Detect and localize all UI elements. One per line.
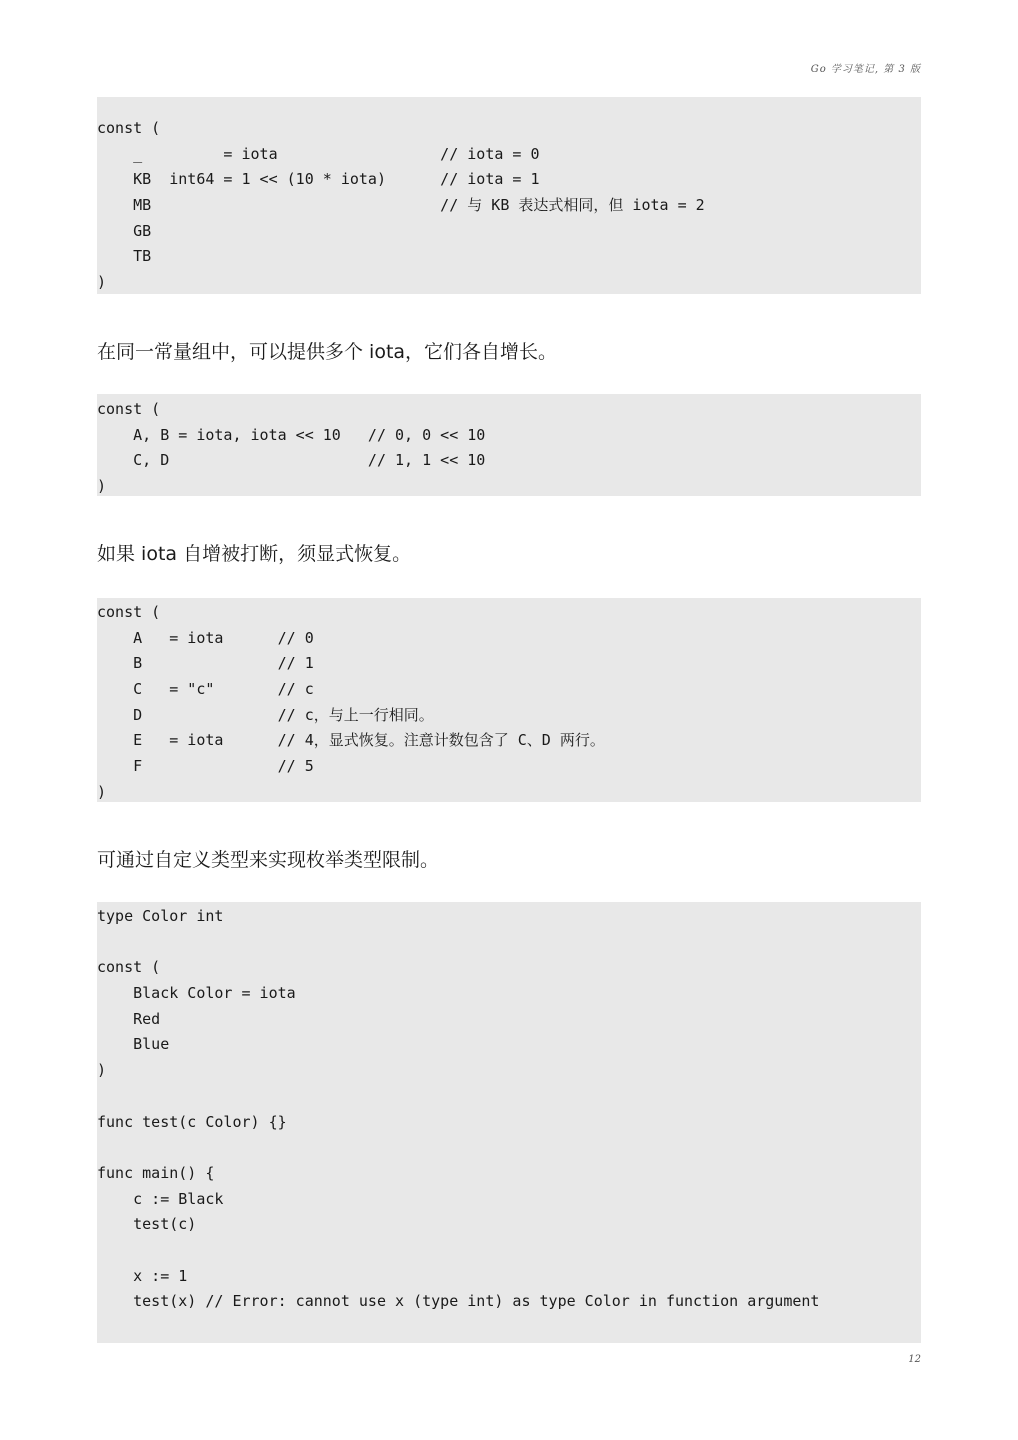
code-line [97, 1315, 921, 1341]
code-block-2 [97, 394, 921, 496]
code-line: D // c，与上一行相同。 [97, 705, 434, 724]
paragraph-multiple-iota: 在同一常量组中，可以提供多个 iota，它们各自增长。 [97, 341, 558, 363]
code-line: TB [97, 247, 152, 266]
code-block-1 [97, 97, 921, 294]
paragraph-iota-restore: 如果 iota 自增被打断，须显式恢复。 [97, 543, 412, 565]
code-line: func main() { [97, 1163, 215, 1182]
code-line: F // 5 [97, 757, 314, 776]
page-number: 12 [908, 1354, 921, 1365]
code-line [97, 930, 921, 956]
running-header: Go 学习笔记, 第 3 版 [810, 64, 921, 75]
code-line: Red [97, 1009, 161, 1028]
code-line: const ( [97, 603, 161, 621]
code-line: Blue [97, 1035, 170, 1054]
code-block-3 [97, 598, 921, 802]
code-line: MB // 与 KB 表达式相同，但 iota = 2 [97, 196, 705, 215]
code-line: KB int64 = 1 << (10 * iota) // iota = 1 [97, 170, 540, 189]
code-line: test(x) // Error: cannot use x (type int) as type Color in function argument [97, 1292, 820, 1311]
code-line [97, 1084, 921, 1110]
code-line: C, D // 1, 1 << 10 [97, 451, 486, 470]
code-line: C = "c" // c [97, 680, 314, 699]
code-line [97, 1238, 921, 1264]
code-line: test(c) [97, 1215, 197, 1234]
code-line: const ( [97, 119, 161, 137]
code-line: func test(c Color) {} [97, 1112, 287, 1131]
paragraph-enum-type: 可通过自定义类型来实现枚举类型限制。 [97, 849, 440, 871]
code-line: type Color int [97, 907, 224, 925]
code-line: B // 1 [97, 654, 314, 673]
code-line: E = iota // 4，显式恢复。注意计数包含了 C、D 两行。 [97, 731, 605, 750]
code-line: GB [97, 221, 152, 240]
code-line: ) [97, 273, 107, 292]
code-line: _ = iota // iota = 0 [97, 144, 540, 163]
code-line: ) [97, 1061, 107, 1080]
code-line [97, 1135, 921, 1161]
code-line: const ( [97, 958, 161, 977]
code-line: A = iota // 0 [97, 628, 314, 647]
code-line: ) [97, 477, 107, 496]
code-line: x := 1 [97, 1266, 188, 1285]
code-block-4 [97, 902, 921, 1343]
code-line: A, B = iota, iota << 10 // 0, 0 << 10 [97, 425, 486, 444]
code-line: const ( [97, 400, 161, 418]
code-line: c := Black [97, 1189, 224, 1208]
code-line: Black Color = iota [97, 984, 296, 1003]
code-line: ) [97, 782, 107, 801]
